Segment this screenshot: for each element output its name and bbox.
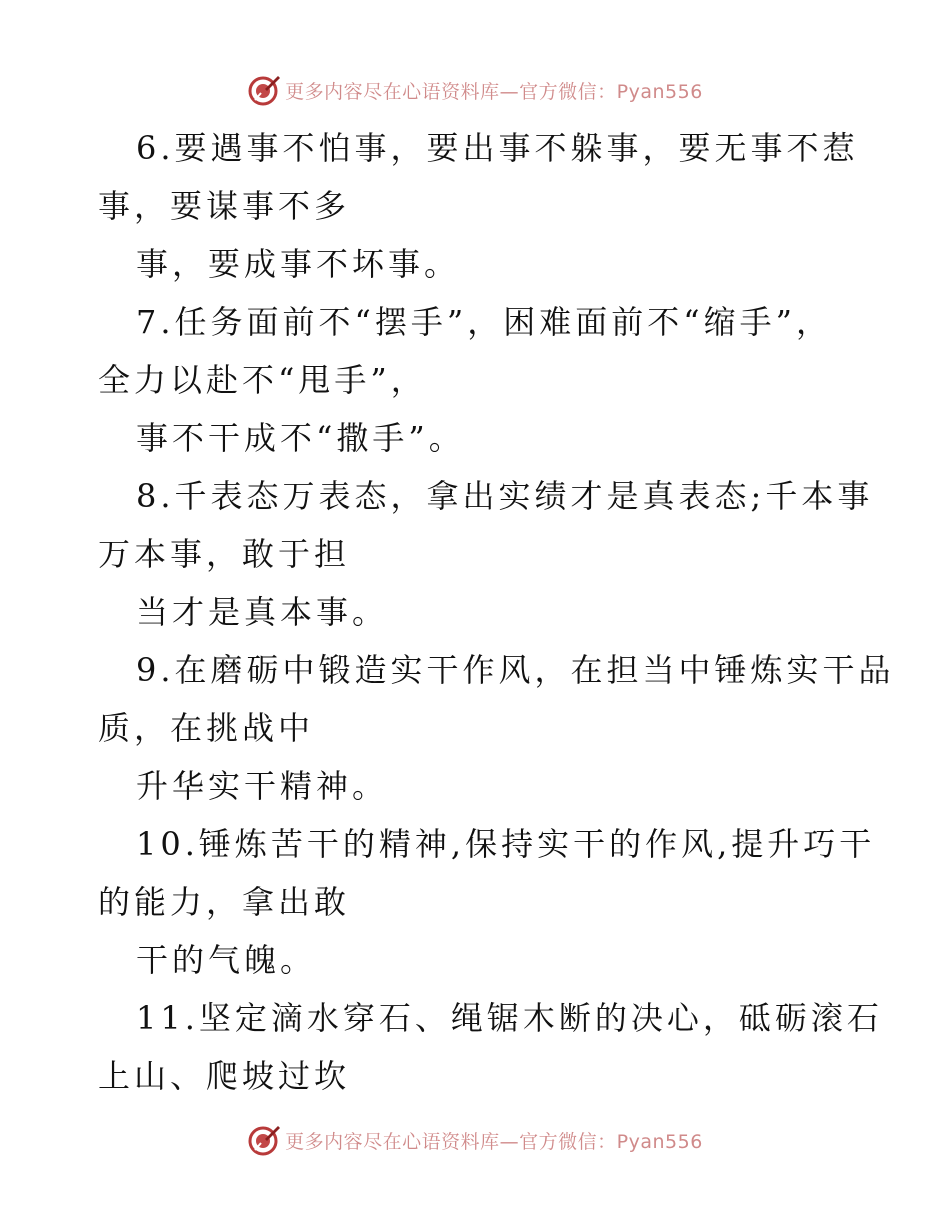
paragraph-line: 升华实干精神。	[136, 767, 389, 805]
paragraph-line: 事，要谋事不多	[98, 187, 351, 225]
paragraph-line: 干的气魄。	[136, 941, 317, 979]
paragraph-line: 9.在磨砺中锻造实干作风，在担当中锤炼实干品	[136, 651, 895, 689]
paragraph-line: 上山、爬坡过坎	[98, 1057, 351, 1095]
header-watermark	[0, 70, 950, 110]
footer-watermark-text: 更多内容尽在心语资料库—官方微信：Pyan556	[285, 1130, 703, 1153]
paragraph-line: 10.锤炼苦干的精神,保持实干的作风,提升巧干	[136, 825, 876, 863]
paragraph-line: 7.任务面前不“摆手”，困难面前不“缩手”，	[136, 303, 832, 341]
header-watermark-text: 更多内容尽在心语资料库—官方微信：Pyan556	[285, 80, 703, 103]
paragraph-line: 11.坚定滴水穿石、绳锯木断的决心，砥砺滚石	[136, 999, 883, 1037]
paragraph-line: 质，在挑战中	[98, 709, 315, 747]
paragraph-line: 6.要遇事不怕事，要出事不躲事，要无事不惹	[136, 129, 859, 167]
paragraph-line: 当才是真本事。	[136, 593, 389, 631]
paragraph-line: 事，要成事不坏事。	[136, 245, 461, 283]
paragraph-line: 的能力，拿出敢	[98, 883, 351, 921]
red-quill-seal-icon	[247, 1123, 281, 1157]
paragraph-line: 8.千表态万表态，拿出实绩才是真表态;千本事	[136, 477, 874, 515]
red-quill-seal-icon	[247, 73, 281, 107]
paragraph-line: 全力以赴不“甩手”，	[98, 361, 427, 399]
paragraph-line: 万本事，敢于担	[98, 535, 351, 573]
footer-watermark	[0, 1120, 950, 1160]
paragraph-line: 事不干成不“撒手”。	[136, 419, 465, 457]
